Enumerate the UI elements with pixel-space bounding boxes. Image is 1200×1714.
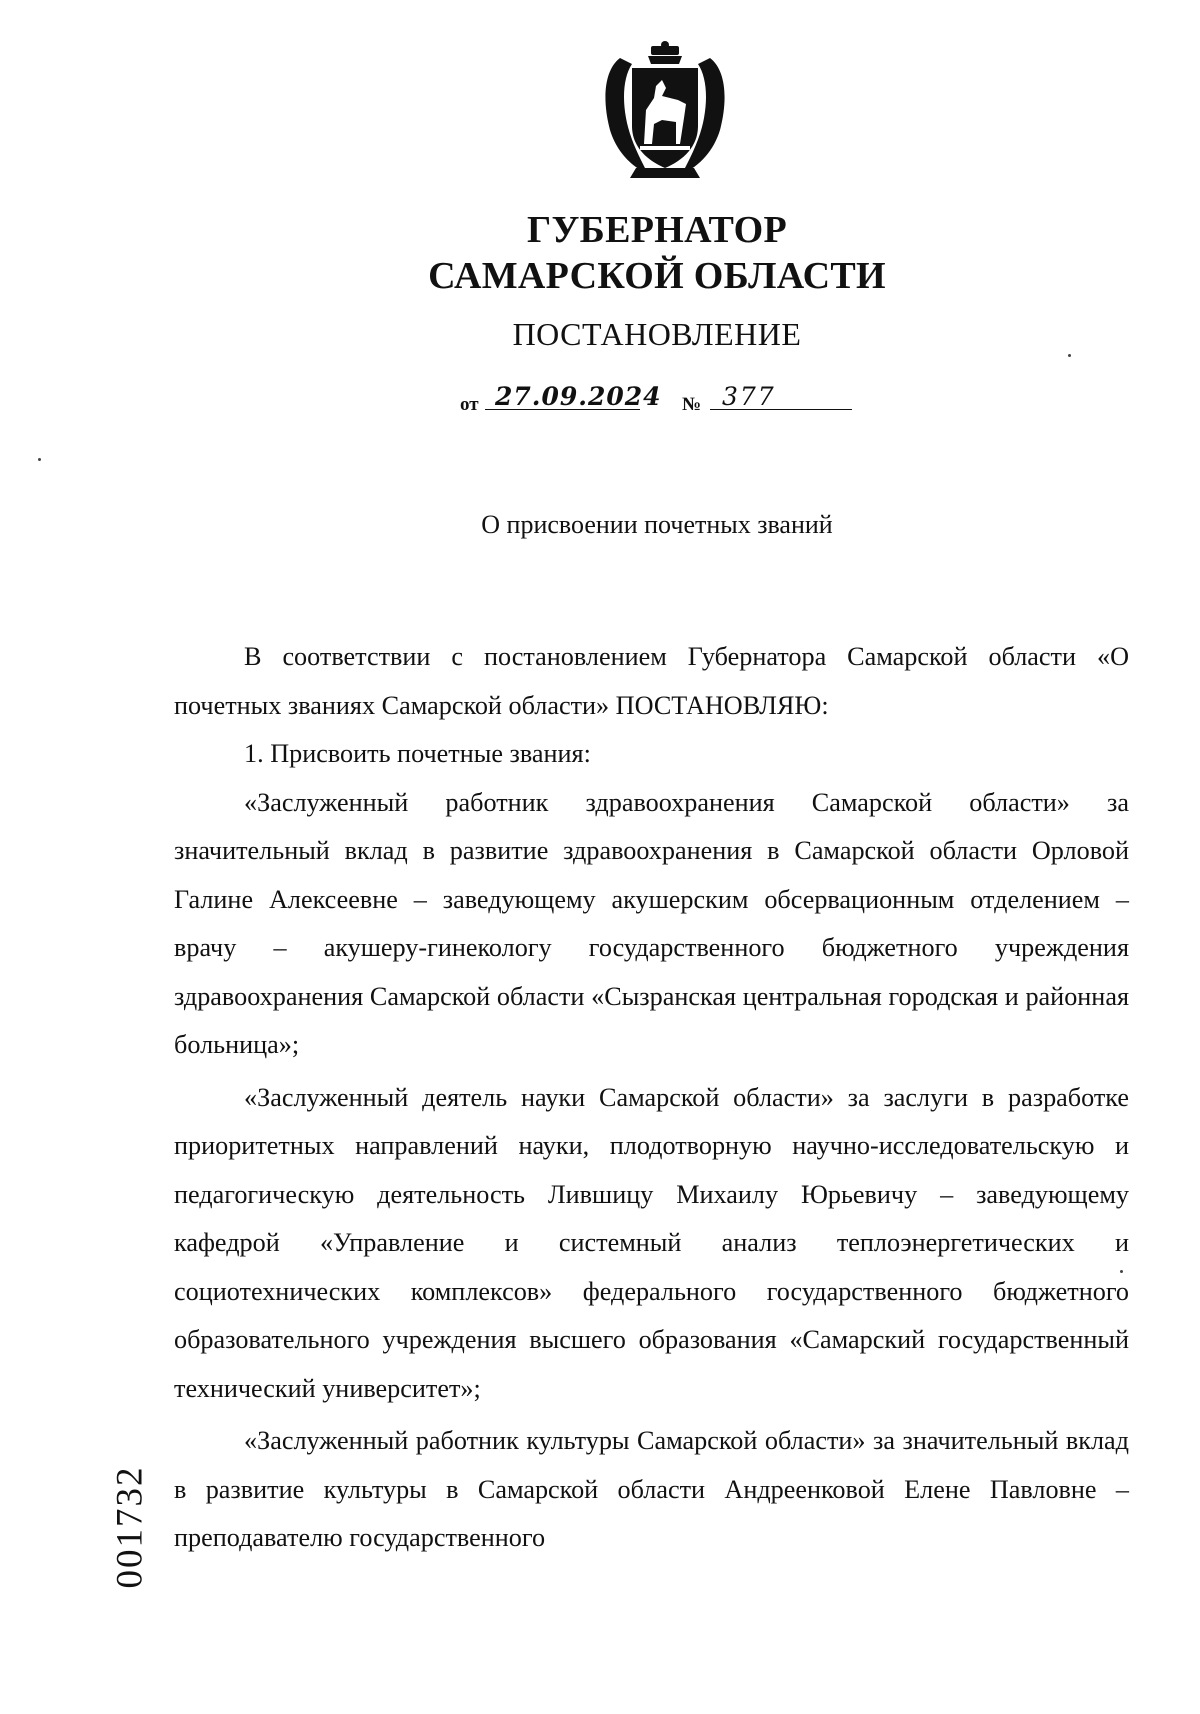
number-prefix: № (682, 394, 702, 415)
serial-number-text: 001732 (109, 1465, 151, 1589)
document-type: ПОСТАНОВЛЕНИЕ (512, 316, 802, 352)
samara-coat-of-arms-icon (596, 40, 734, 182)
scan-speck (1120, 1270, 1123, 1273)
scan-speck (38, 458, 41, 461)
body-paragraph: 1. Присвоить почетные звания: (244, 739, 591, 768)
issuer-title-line1: ГУБЕРНАТОР (526, 209, 788, 251)
document-subject: О присвоении почетных званий (481, 510, 833, 539)
document-number: 377 (710, 384, 852, 410)
document-date: 27.09.2024 (485, 384, 640, 410)
date-prefix: от (460, 394, 479, 415)
body-paragraph: «Заслуженный деятель науки Самарской области» за заслуги в разработке приоритетных направлений науки, плодотворную научно-исследовательскую и педагогическую деятельность Лившицу Михаилу Юрьевичу – заведующему кафедрой «Управление и системный анализ теплоэнергетических и социотехнических комплексов» федерального государственного бюджетного образовательного учреждения высшего образования «Самарский государственный технический университет»; (174, 1082, 1129, 1403)
body-paragraph: В соответствии с постановлением Губернатора Самарской области «О почетных званиях Самарской области» ПОСТАНОВЛЯЮ: (174, 642, 1129, 720)
document-body (174, 633, 1129, 1563)
scan-speck (1068, 354, 1071, 357)
body-paragraph: «Заслуженный работник здравоохранения Самарской области» за значительный вклад в развитие здравоохранения в Самарской области Орловой Галине Алексеевне – заведующему акушерским обсервационным отделением – врачу – акушеру-гинекологу государственного бюджетного учреждения здравоохранения Самарской области «Сызранская центральная городская и районная больница»; (174, 787, 1129, 1059)
margin-serial-number (108, 1437, 152, 1617)
issuer-title-line2: САМАРСКОЙ ОБЛАСТИ (428, 255, 886, 297)
document-date-number (460, 384, 860, 424)
body-paragraph: «Заслуженный работник культуры Самарской области» за значительный вклад в развитие культуры в Самарской области Андреенковой Елене Павловне – преподавателю государственного (174, 1426, 1129, 1552)
